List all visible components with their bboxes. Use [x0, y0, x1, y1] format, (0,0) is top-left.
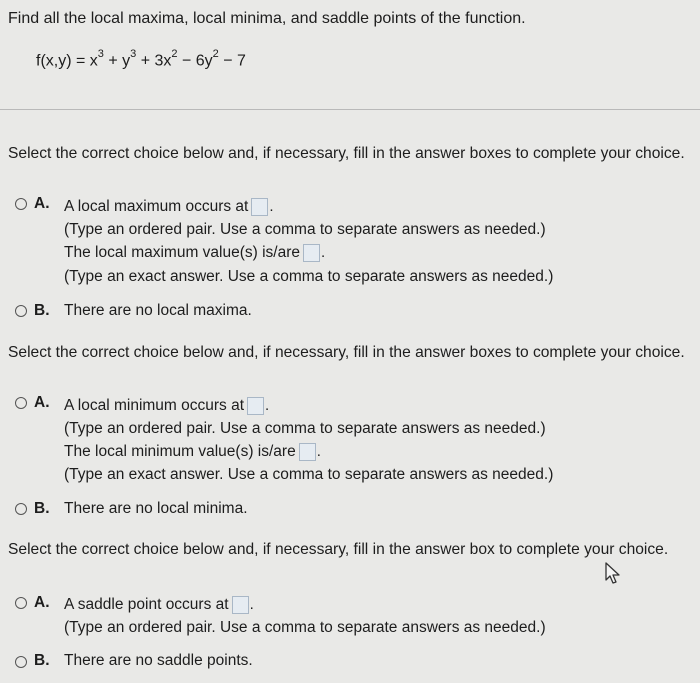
minima-option-a-hint1: (Type an ordered pair. Use a comma to separate answers as needed.): [64, 420, 546, 437]
minima-location-input[interactable]: [247, 397, 264, 415]
func-exponent: 2: [212, 48, 219, 60]
func-part: − 7: [218, 52, 246, 70]
mouse-cursor-icon: [604, 561, 624, 585]
func-part: − 6y: [177, 52, 213, 70]
saddle-option-a-line1: [64, 596, 254, 614]
minima-option-a-letter: A.: [34, 394, 50, 411]
saddle-option-b-radio[interactable]: [15, 656, 27, 668]
maxima-value-input[interactable]: [303, 244, 320, 262]
period: .: [321, 244, 326, 262]
minima-option-b-radio[interactable]: [15, 503, 27, 515]
saddle-location-label: A saddle point occurs at: [64, 596, 229, 614]
maxima-location-label: A local maximum occurs at: [64, 198, 249, 216]
func-exponent: 2: [171, 48, 178, 60]
minima-option-a-line1: [64, 397, 269, 415]
saddle-option-a-letter: A.: [34, 594, 50, 611]
minima-option-a-line3: [64, 443, 321, 461]
function-expression: [36, 50, 246, 70]
period: .: [265, 397, 270, 415]
period: .: [249, 596, 254, 614]
saddle-option-a-radio[interactable]: [15, 597, 27, 609]
maxima-value-label: The local maximum value(s) is/are: [64, 244, 301, 262]
func-part: + 3x: [136, 52, 172, 70]
maxima-option-b-letter: B.: [34, 302, 50, 319]
maxima-option-b-radio[interactable]: [15, 305, 27, 317]
minima-option-b-letter: B.: [34, 500, 50, 517]
period: .: [269, 198, 274, 216]
func-part: + y: [103, 52, 131, 70]
maxima-instruction: Select the correct choice below and, if necessary, fill in the answer boxes to complete your choice.: [8, 145, 685, 162]
func-part: f(x,y) = x: [36, 52, 98, 70]
maxima-option-b-text: There are no local maxima.: [64, 302, 252, 319]
minima-value-input[interactable]: [299, 443, 316, 461]
maxima-option-a-hint2: (Type an exact answer. Use a comma to separate answers as needed.): [64, 268, 554, 285]
minima-instruction: Select the correct choice below and, if necessary, fill in the answer boxes to complete your choice.: [8, 344, 685, 361]
maxima-option-a-line1: [64, 198, 274, 216]
minima-option-b-text: There are no local minima.: [64, 500, 248, 517]
saddle-option-b-letter: B.: [34, 652, 50, 669]
question-prompt: Find all the local maxima, local minima, and saddle points of the function.: [8, 10, 526, 27]
saddle-instruction: Select the correct choice below and, if necessary, fill in the answer box to complete your choice.: [8, 541, 669, 558]
section-divider: [0, 109, 700, 110]
minima-option-a-hint2: (Type an exact answer. Use a comma to separate answers as needed.): [64, 466, 554, 483]
minima-value-label: The local minimum value(s) is/are: [64, 443, 296, 461]
maxima-location-input[interactable]: [251, 198, 268, 216]
saddle-option-b-text: There are no saddle points.: [64, 652, 253, 669]
minima-location-label: A local minimum occurs at: [64, 397, 245, 415]
func-exponent: 3: [130, 48, 137, 60]
saddle-location-input[interactable]: [232, 596, 249, 614]
minima-option-a-radio[interactable]: [15, 397, 27, 409]
saddle-option-a-hint: (Type an ordered pair. Use a comma to separate answers as needed.): [64, 619, 546, 636]
maxima-option-a-letter: A.: [34, 195, 50, 212]
func-exponent: 3: [97, 48, 104, 60]
period: .: [316, 443, 321, 461]
maxima-option-a-line3: [64, 244, 325, 262]
maxima-option-a-radio[interactable]: [15, 198, 27, 210]
maxima-option-a-hint1: (Type an ordered pair. Use a comma to separate answers as needed.): [64, 221, 546, 238]
